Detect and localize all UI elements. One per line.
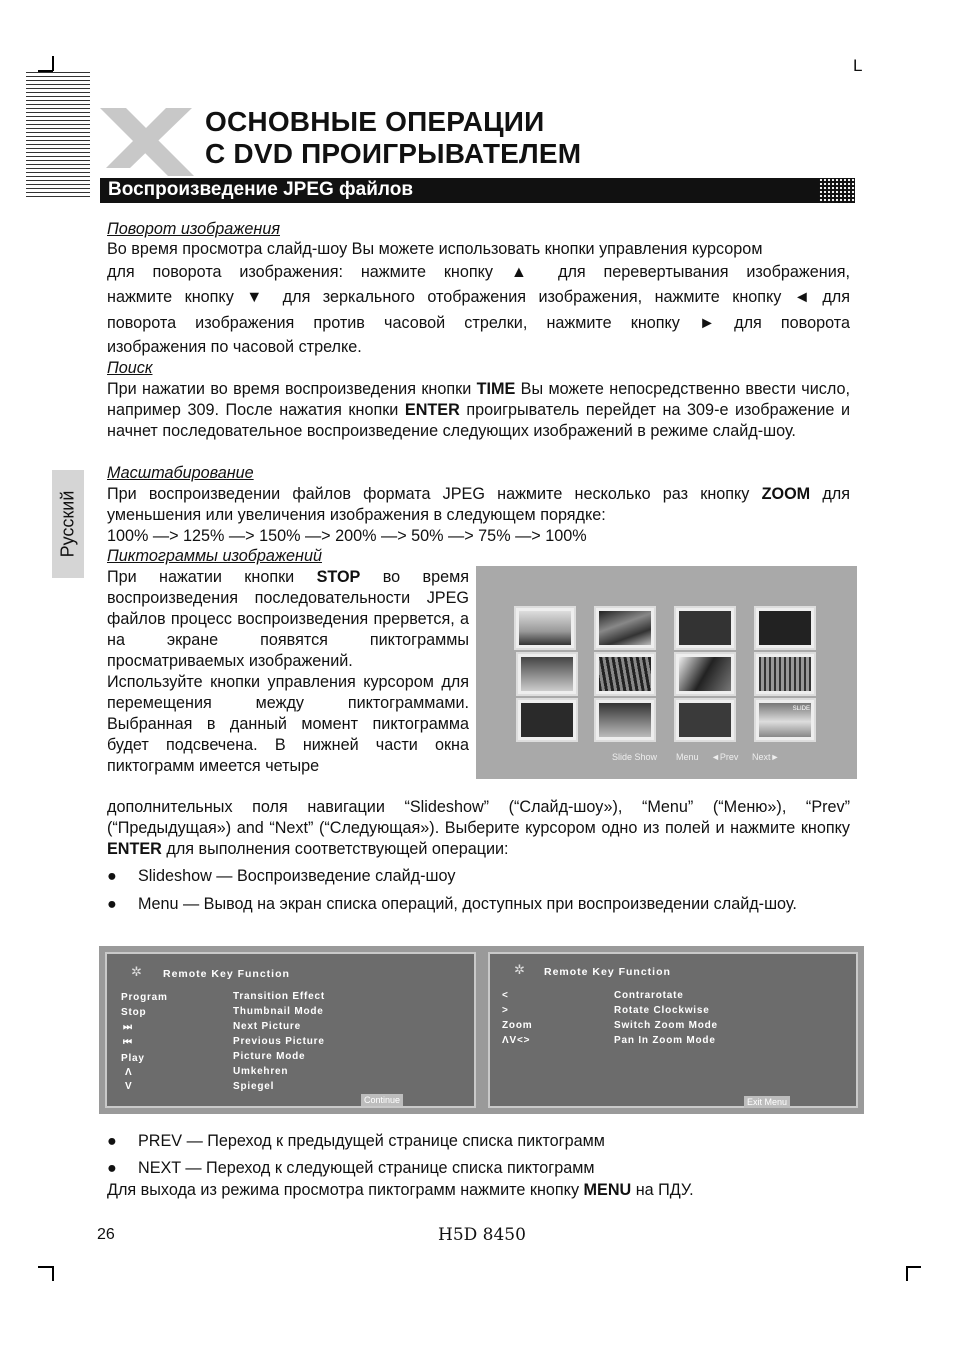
continue-button[interactable]: Continue bbox=[361, 1094, 403, 1106]
thumbnail bbox=[754, 606, 816, 650]
section-dots bbox=[819, 178, 855, 203]
rotate-line: Во время просмотра слайд-шоу Вы можете использовать кнопки управления курсором bbox=[107, 240, 763, 258]
gear-icon: ✲ bbox=[131, 964, 142, 979]
search-heading: Поиск bbox=[107, 359, 153, 377]
menu-function: Umkehren bbox=[233, 1066, 289, 1077]
thumbnail bbox=[594, 606, 656, 650]
menu-function: Contrarotate bbox=[614, 990, 684, 1001]
bullet-dot: ● bbox=[107, 867, 117, 885]
thumbnail: SLIDE bbox=[754, 698, 816, 742]
thumbs-heading: Пиктограммы изображений bbox=[107, 547, 322, 565]
menu-key: Play bbox=[121, 1053, 145, 1064]
crop-mark bbox=[52, 56, 54, 71]
crop-mark bbox=[906, 1266, 921, 1268]
exit-text: Для выхода из режима просмотра пиктограмм нажмите кнопку MENU на ПДУ. bbox=[107, 1181, 694, 1199]
prev-key-icon: ⏮ bbox=[123, 1037, 133, 1048]
menu-function: Switch Zoom Mode bbox=[614, 1020, 718, 1031]
menu-function: Pan In Zoom Mode bbox=[614, 1035, 716, 1046]
menu-function: Next Picture bbox=[233, 1021, 301, 1032]
menu-button[interactable]: Menu bbox=[676, 752, 699, 762]
bullet-dot: ● bbox=[107, 1159, 117, 1177]
thumbnail bbox=[516, 652, 578, 696]
bullet-dot: ● bbox=[107, 895, 117, 913]
zoom-section bbox=[107, 463, 850, 547]
rotate-section bbox=[107, 219, 850, 357]
language-tab: Русский bbox=[52, 470, 84, 578]
thumbs-nav-text: дополнительных поля навигации “Slideshow” (“Слайд-шоу»), “Menu” (“Меню»), “Prev” (“Предыдущая») and “Next” (“Следующая»). Выберите курсором одно из полей и нажмите кнопку ENTER для выполнения соответствующей операции: bbox=[107, 798, 850, 858]
rotate-line: нажмите кнопку ▼ для зеркального отображения изображения, нажмите кнопку ◄ для bbox=[107, 288, 850, 306]
menu-key: Zoom bbox=[502, 1020, 533, 1031]
menu-function: Rotate Clockwise bbox=[614, 1005, 710, 1016]
remote-key-menu-right bbox=[482, 946, 864, 1114]
header-stripes bbox=[26, 72, 90, 200]
thumbnail bbox=[674, 698, 736, 742]
crop-mark bbox=[52, 1266, 54, 1281]
thumbnail bbox=[514, 606, 576, 650]
menu-function: Thumbnail Mode bbox=[233, 1006, 324, 1017]
zoom-heading: Масштабирование bbox=[107, 464, 254, 482]
search-text: При нажатии во время воспроизведения кнопки TIME Вы можете непосредственно ввести число, например 309. После нажатия кнопки ENTER проигрыватель перейдет на 309-е изображение и начнет последовательное воспроизведение следующих изображений в режиме слайд-шоу. bbox=[107, 380, 850, 440]
menu-function: Previous Picture bbox=[233, 1036, 325, 1047]
thumbnail bbox=[594, 652, 656, 696]
thumbs-section bbox=[107, 546, 469, 777]
thumbnail bbox=[594, 698, 656, 742]
crop-mark bbox=[38, 1266, 53, 1268]
thumbnail bbox=[674, 606, 736, 650]
right-key-icon: > bbox=[502, 1005, 509, 1016]
corner-letter: L bbox=[853, 56, 863, 75]
thumbs-text: При нажатии кнопки STOP во время воспроизведения последовательности JPEG файлов процесс воспроизведения прервется, а на экране появятся пиктограммы просматриваемых изображений. bbox=[107, 568, 469, 670]
thumbnail-screen bbox=[476, 566, 857, 779]
rotate-line: для поворота изображения: нажмите кнопку ▲ для перевертывания изображения, bbox=[107, 263, 850, 281]
arrow-keys-icon: ΛV<> bbox=[502, 1035, 531, 1046]
thumbnail bbox=[754, 652, 816, 696]
thumbnail bbox=[516, 698, 578, 742]
prev-button[interactable]: ◄Prev bbox=[711, 752, 739, 762]
crop-mark bbox=[906, 1266, 908, 1281]
menu-key: Program bbox=[121, 992, 168, 1003]
gear-icon: ✲ bbox=[514, 962, 525, 977]
menu-key: Stop bbox=[121, 1007, 147, 1018]
menu-function: Picture Mode bbox=[233, 1051, 306, 1062]
page-title: ОСНОВНЫЕ ОПЕРАЦИИ С DVD ПРОИГРЫВАТЕЛЕМ bbox=[205, 106, 582, 169]
menu-function: Transition Effect bbox=[233, 991, 325, 1002]
menu-function: Spiegel bbox=[233, 1081, 275, 1092]
brand-logo-icon bbox=[96, 104, 206, 180]
rotate-line: изображения по часовой стрелке. bbox=[107, 338, 362, 356]
search-section bbox=[107, 358, 850, 442]
zoom-sequence: 100% —> 125% —> 150% —> 200% —> 50% —> 75% —> 100% bbox=[107, 527, 587, 545]
next-button[interactable]: Next► bbox=[752, 752, 780, 762]
bullet-dot: ● bbox=[107, 1132, 117, 1150]
thumbs-text-2: Используйте кнопки управления курсором для перемещения между пиктограммами. Выбранная в данный момент пиктограмма будет подсвечена. В нижней части окна пиктограмм имеется четыре bbox=[107, 673, 469, 775]
remote-key-menu-left bbox=[99, 946, 482, 1114]
left-key-icon: < bbox=[502, 990, 509, 1001]
page-number: 26 bbox=[97, 1226, 115, 1243]
model-name: H5D 8450 bbox=[438, 1225, 526, 1245]
next-key-icon: ⏭ bbox=[123, 1022, 133, 1033]
down-key-icon: V bbox=[125, 1081, 133, 1092]
section-title: Воспроизведение JPEG файлов bbox=[108, 179, 414, 200]
section-header bbox=[100, 178, 855, 203]
exit-menu-button[interactable]: Exit Menu bbox=[744, 1096, 790, 1108]
rotate-line: поворота изображения против часовой стрелки, нажмите кнопку ► для поворота bbox=[107, 314, 850, 332]
menu-header: Remote Key Function bbox=[163, 968, 290, 980]
thumbnail bbox=[674, 652, 736, 696]
menu-header: Remote Key Function bbox=[544, 966, 671, 978]
up-key-icon: Λ bbox=[125, 1067, 133, 1078]
zoom-text: При воспроизведении файлов формата JPEG нажмите несколько раз кнопку ZOOM для уменьшения или увеличения изображения в следующем порядке: bbox=[107, 485, 851, 524]
rotate-heading: Поворот изображения bbox=[107, 220, 280, 238]
slideshow-button[interactable]: Slide Show bbox=[612, 752, 658, 762]
